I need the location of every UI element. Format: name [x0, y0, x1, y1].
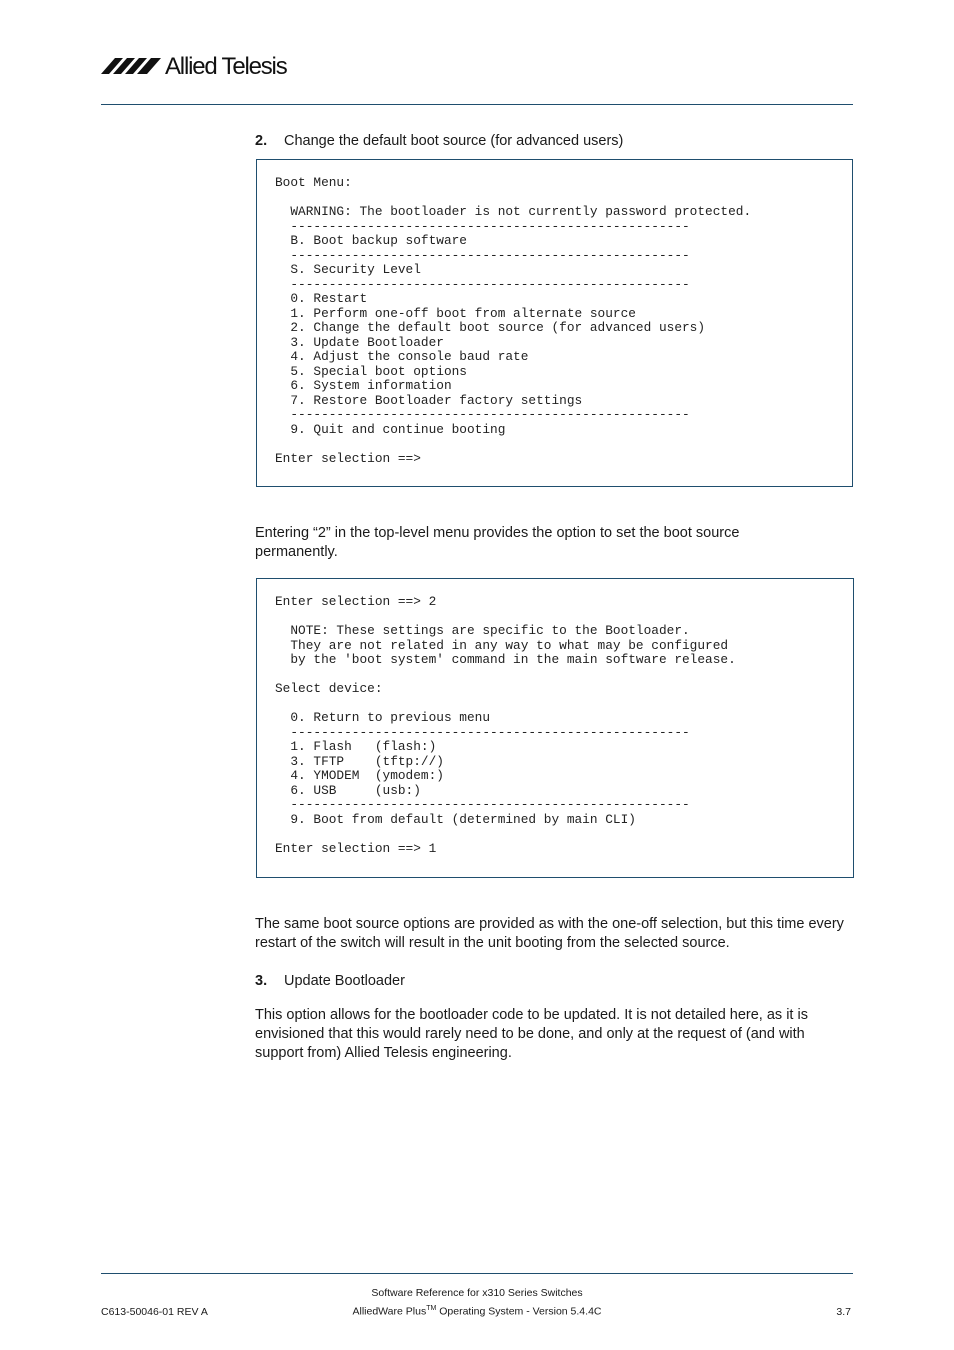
- footer-page-number: 3.7: [836, 1306, 851, 1318]
- footer-os-suffix: Operating System - Version 5.4.4C: [436, 1305, 602, 1318]
- entering-2-paragraph: Entering “2” in the top-level menu provides the option to set the boot source permanently.: [255, 525, 740, 560]
- logo-text: Allied Telesis: [165, 53, 287, 80]
- step-2-heading: [255, 133, 623, 149]
- step-number: 3.: [255, 973, 268, 989]
- footer-doc-id: C613-50046-01 REV A: [101, 1306, 208, 1318]
- step-label: Update Bootloader: [284, 973, 405, 989]
- boot-menu-code-box: [256, 159, 853, 487]
- header-rule: [101, 104, 853, 105]
- select-device-code: Enter selection ==> 2 NOTE: These settings are specific to the Bootloader. They are not related in any way to what may be configured by the 'boot system' command in the main software release. Select device: 0. Return to previous menu ---------------------------------------------------- 1. Flash (flash:) 3. TFTP (tftp://) 4. YMODEM (ymodem:) 6. USB (usb:) ---------------------------------------------------- 9. Boot from default (determined by main CLI) Enter selection ==> 1: [275, 594, 736, 856]
- step-label: Change the default boot source (for advanced users): [284, 133, 624, 149]
- footer-title: Software Reference for x310 Series Switches: [371, 1287, 583, 1299]
- update-bootloader-paragraph: This option allows for the bootloader code to be updated. It is not detailed here, as it is envisioned that this would rarely need to be done, and only at the request of (and with support from) Allied Telesis engineering.: [255, 1007, 808, 1061]
- select-device-code-box: [256, 578, 854, 878]
- step-3-heading: [255, 973, 405, 989]
- footer-rule: [101, 1273, 853, 1274]
- trademark-mark: TM: [426, 1305, 437, 1312]
- footer-os-prefix: AlliedWare Plus: [352, 1305, 427, 1318]
- allied-telesis-logo: [101, 50, 301, 82]
- same-boot-source-paragraph: The same boot source options are provided as with the one-off selection, but this time every restart of the switch will result in the unit booting from the selected source.: [255, 916, 844, 951]
- boot-menu-code: Boot Menu: WARNING: The bootloader is not currently password protected. ---------------------------------------------------- B. Boot backup software ---------------------------------------------------- S. Security Level ---------------------------------------------------- 0. Restart 1. Perform one-off boot from alternate source 2. Change the default boot source (for advanced users) 3. Update Bootloader 4. Adjust the console baud rate 5. Special boot options 6. System information 7. Restore Bootloader factory settings ---------------------------------------------------- 9. Quit and continue booting Enter selection ==>: [275, 175, 752, 466]
- step-number: 2.: [255, 133, 268, 149]
